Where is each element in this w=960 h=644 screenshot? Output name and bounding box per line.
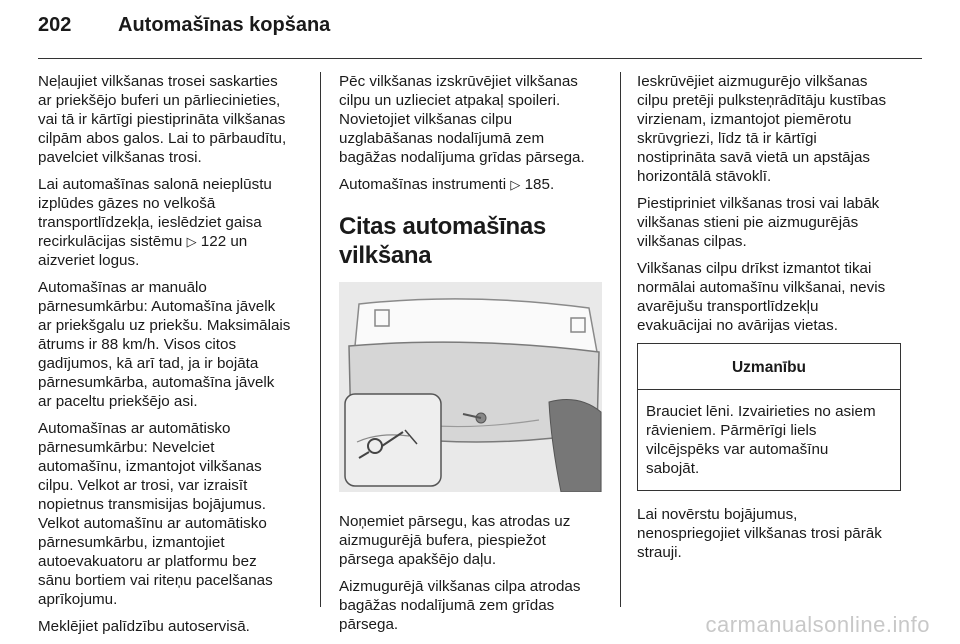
paragraph: Automašīnas ar manuālo pārnesumkārbu: Automašīna jāvelk ar priekšgalu uz priekšu. Maksimālais ātrums ir 88 km/h. Visos citos gadījumos, kā arī tad, ja ir bojāta pārnesumkārba, automašīna jāvelk ar paceltu priekšējo asi.: [38, 279, 291, 410]
column-divider-1: [320, 72, 321, 607]
column-1: [38, 72, 306, 644]
page-ref[interactable]: 122 un: [200, 233, 248, 250]
paragraph: Lai novērstu bojājumus, nenospriegojiet vilkšanas trosi pārāk strauji.: [637, 506, 882, 561]
paragraph-text: Automašīnas instrumenti: [339, 176, 507, 193]
paragraph-with-ref: [38, 175, 306, 270]
page-ref-arrow-icon: ▷: [510, 177, 521, 192]
paragraph: Piestipriniet vilkšanas trosi vai labāk vilkšanas stieni pie aizmugurējās vilkšanas cilpas.: [637, 195, 880, 250]
section-title: Citas automašīnas vilkšana: [339, 213, 546, 269]
paragraph: Aizmugurējā vilkšanas cilpa atrodas bagāžas nodalījumā zem grīdas pārsega.: [339, 578, 581, 633]
paragraph-text: Lai automašīnas salonā neieplūstu izplūdes gāzes no velkošā transportlīdzekļa, ieslēdziet gaisa recirkulācijas sistēmu: [38, 176, 272, 250]
paragraph: Meklējiet palīdzību autoservisā.: [38, 618, 250, 635]
caution-box: [637, 343, 901, 491]
page-number: 202: [38, 14, 72, 36]
page-title: Automašīnas kopšana: [118, 14, 331, 36]
column-2: [339, 72, 605, 642]
page-header: [38, 14, 330, 44]
header-rule: [38, 58, 922, 59]
paragraph-with-ref: [339, 175, 605, 194]
bumper-tow-eye-illustration: [339, 282, 602, 492]
watermark: carmanualsonline.info: [705, 612, 930, 637]
paragraph: Noņemiet pārsegu, kas atrodas uz aizmugurējā bufera, piespiežot pārsega apakšējo daļu.: [339, 513, 571, 568]
page-ref-arrow-icon: ▷: [186, 234, 197, 249]
caution-title: Uzmanību: [638, 344, 900, 390]
paragraph: Automašīnas ar automātisko pārnesumkārbu: Nevelciet automašīnu, izmantojot vilkšanas cilpu. Velkot ar trosi, var izraisīt nopietnus transmisijas bojājumus. Velkot automašīnu ar automātisko pārnesumkārbu, izmantojiet autoevakuatoru ar platformu bez sānu bortiem vai riteņu pacelšanas aprīkojumu.: [38, 420, 273, 608]
paragraph: Pēc vilkšanas izskrūvējiet vilkšanas cilpu un uzlieciet atpakaļ spoileri. Novietojiet vilkšanas cilpu uzglabāšanas nodalījumā zem bagāžas nodalījuma grīdas pārsega.: [339, 73, 585, 166]
paragraph: Ieskrūvējiet aizmugurējo vilkšanas cilpu pretēji pulksteņrādītāju kustības virzienam, izmantojot piemērotu skrūvgriezi, līdz tā ir kārtīgi nostiprināta savā vietā un apstājas horizontālā stāvoklī.: [637, 73, 887, 185]
page-ref[interactable]: 185.: [524, 176, 555, 193]
paragraph: Neļaujiet vilkšanas trosei saskarties ar priekšējo buferi un pārliecinieties, vai tā ir kārtīgi piestiprināta vilkšanas cilpām abos galos. Lai to pārbaudītu, pavelciet vilkšanas trosi.: [38, 73, 287, 166]
paragraph: Vilkšanas cilpu drīkst izmantot tikai normālai automašīnu vilkšanai, nevis avarējušu transportlīdzekļu evakuācijai no avārijas vietas.: [637, 260, 886, 334]
column-3: [637, 72, 905, 570]
column-divider-2: [620, 72, 621, 607]
bumper-illustration-svg: [339, 282, 602, 492]
caution-text: Brauciet lēni. Izvairieties no asiem rāvieniem. Pārmērīgi liels vilcējspēks var automašīnu sabojāt.: [646, 403, 876, 477]
paragraph-tail: aizveriet logus.: [38, 252, 140, 269]
